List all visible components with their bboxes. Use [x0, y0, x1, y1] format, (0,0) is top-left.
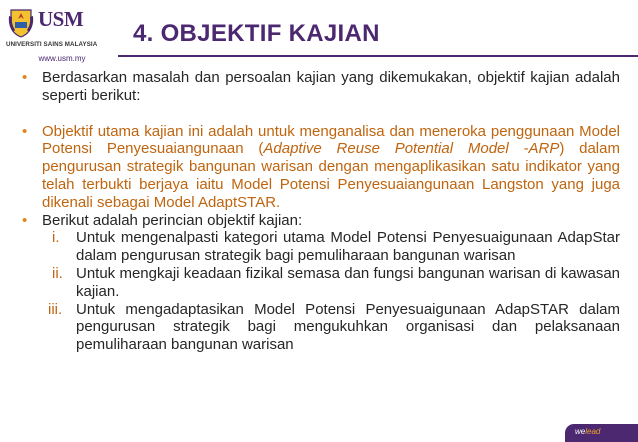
objective-text: Untuk mengenalpasti kategori utama Model Potensi Penyesuaigunaan AdapStar dalam pengurusan strategik bagi pemuliharaan bangunan warisan — [76, 229, 620, 265]
bullet-text-part1: Objektif utama kajian ini adalah untuk menganalisa dan meneroka penggunaan Model Potensi Penyesuaiangunaan ( — [42, 122, 620, 158]
bullet-text: Berikut adalah perincian objektif kajian: — [42, 211, 303, 229]
objective-item — [22, 301, 620, 354]
objective-number: i. — [52, 229, 60, 247]
objective-item — [22, 265, 620, 301]
badge-prefix: we — [575, 427, 586, 436]
bullet-text-part2: ) dalam pengurusan strategik bangunan warisan dengan mengaplikasikan satu indikator yang telah terbukti berjaya iaitu Model Potensi Penyesuaiangunaan Langston yang juga dikenali sebagai Model AdaptSTAR. — [42, 140, 620, 211]
bullet-dot-icon: • — [22, 69, 28, 86]
bullet-dot-icon: • — [22, 122, 28, 140]
slide-body — [22, 69, 620, 354]
objective-item — [22, 229, 620, 265]
logo-wordmark: USM — [38, 7, 84, 31]
bullet-dot-icon: • — [22, 211, 28, 229]
bullet-text: Berdasarkan masalah dan persoalan kajian yang dikemukakan, objektif kajian adalah seperti berikut: — [42, 69, 620, 104]
objective-text: Untuk mengkaji keadaan fizikal semasa dan fungsi bangunan warisan di kawasan kajian. — [76, 264, 620, 300]
usm-logo — [6, 4, 126, 64]
logo-university-name: UNIVERSITI SAINS MALAYSIA — [6, 41, 98, 48]
badge-word: lead — [585, 427, 601, 436]
objective-text: Untuk mengadaptasikan Model Potensi Penyesuaigunaan AdapSTAR dalam pengurusan strategik bagi mengukuhkan organisasi dan pelaksanaan pemuliharaan bangunan warisan — [76, 300, 620, 354]
bullet-item-highlight — [22, 123, 620, 212]
bullet-text-italic: Adaptive Reuse Potential Model -ARP — [263, 140, 560, 158]
bullet-item — [22, 212, 620, 230]
we-lead-badge — [565, 424, 638, 442]
slide-header — [0, 0, 638, 66]
crest-icon — [8, 6, 34, 38]
slide-title: 4. OBJEKTIF KAJIAN — [133, 20, 380, 47]
objective-number: ii. — [52, 264, 63, 282]
badge-text — [575, 427, 600, 436]
logo-url[interactable]: www.usm.my — [38, 54, 86, 63]
title-underline — [118, 55, 638, 57]
bullet-item — [22, 69, 620, 105]
objective-number: iii. — [48, 300, 63, 318]
spacer — [22, 105, 620, 123]
